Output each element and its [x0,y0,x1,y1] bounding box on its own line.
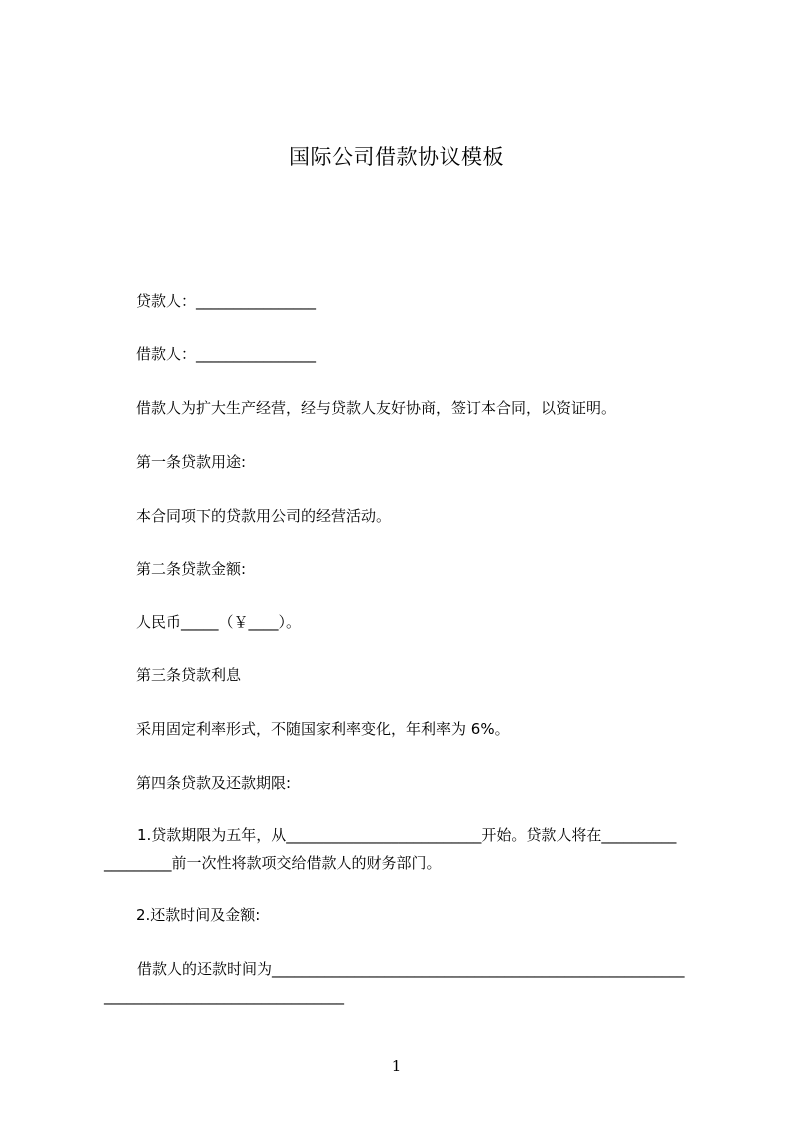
article-1-text: 本合同项下的贷款用公司的经营活动。 [136,507,392,525]
document-title: 国际公司借款协议模板 [289,145,504,169]
page-number: 1 [391,1057,402,1075]
article-2-text: 人民币_____（￥____）。 [136,613,302,631]
item-1-line-2: _________前一次性将款项交给借款人的财务部门。 [104,854,442,872]
item-2-line-2: ________________________________ [104,987,344,1005]
item-1-line-1: 1.贷款期限为五年，从__________________________开始。贷款人将在__________ [137,826,677,844]
article-1-heading: 第一条贷款用途: [136,453,247,471]
lender-line: 贷款人：________________ [136,292,317,310]
article-3-text: 采用固定利率形式，不随国家利率变化，年利率为 6%。 [136,720,510,738]
item-2-heading: 2.还款时间及金额: [136,906,261,924]
article-2-heading: 第二条贷款金额: [136,560,247,578]
borrower-line: 借款人：________________ [136,345,317,363]
intro-paragraph: 借款人为扩大生产经营，经与贷款人友好协商，签订本合同，以资证明。 [136,399,617,417]
item-2-line-1: 借款人的还款时间为_______________________________________________________ [137,960,685,978]
article-4-heading: 第四条贷款及还款期限: [136,774,292,792]
article-3-heading: 第三条贷款利息 [136,666,242,684]
